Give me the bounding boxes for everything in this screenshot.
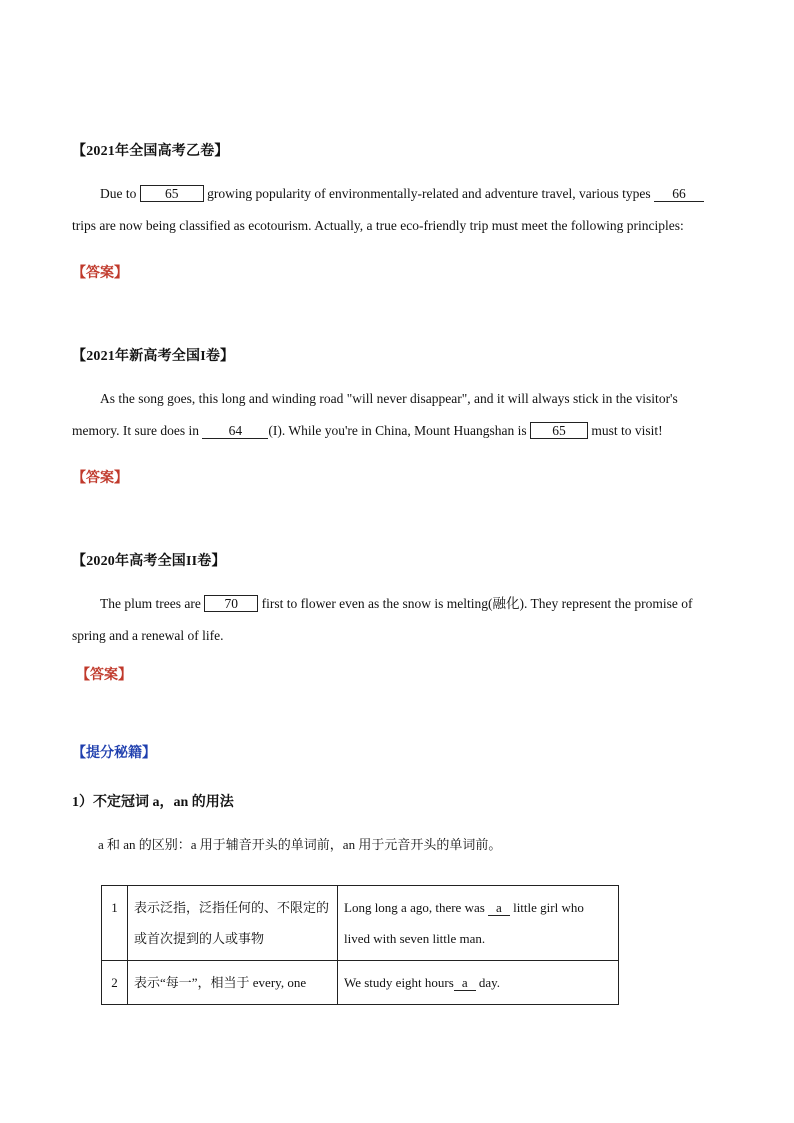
section-heading-articles: 1）不定冠词 a，an 的用法 — [72, 795, 234, 810]
usage-table — [101, 885, 619, 1005]
q1-line2: trips are now being classified as ecotourism. Actually, a true eco-friendly trip must meet the following principles: — [72, 218, 684, 233]
source-title-2020-ii: 【2020年高考全国II卷】 — [72, 554, 226, 569]
q1-line1 — [100, 185, 704, 203]
blank-65[interactable]: 65 — [140, 185, 204, 202]
tips-intro: a 和 an 的区别：a 用于辅音开头的单词前，an 用于元音开头的单词前。 — [98, 837, 502, 852]
blank-64[interactable]: 64 — [202, 423, 268, 439]
tips-title: 【提分秘籍】 — [72, 746, 156, 761]
blank-65b[interactable]: 65 — [530, 422, 588, 439]
example-text-post: little girl who lived with seven little man. — [344, 900, 584, 946]
q2-line2 — [72, 422, 663, 440]
example-blank: a — [454, 975, 476, 991]
q3-text-2: first to flower even as the snow is melting(融化). They represent the promise of — [258, 596, 693, 611]
example-cell — [338, 886, 619, 961]
row-number: 2 — [102, 961, 128, 1005]
q2-text-2: (I). While you're in China, Mount Huangshan is — [268, 423, 531, 438]
example-text-pre: Long long a ago, there was — [344, 900, 489, 915]
q3-line2: spring and a renewal of life. — [72, 628, 224, 643]
example-text-post: day. — [475, 975, 501, 990]
table-row — [102, 961, 619, 1005]
blank-70[interactable]: 70 — [204, 595, 258, 612]
answer-label: 【答案】 — [76, 668, 132, 683]
usage-cell: 表示泛指，泛指任何的、不限定的或首次提到的人或事物 — [128, 886, 338, 961]
answer-label: 【答案】 — [72, 471, 128, 486]
example-blank: a — [488, 900, 510, 916]
q2-text-1: memory. It sure does in — [72, 423, 203, 438]
q3-line1 — [100, 595, 692, 613]
answer-label: 【答案】 — [72, 266, 128, 281]
source-title-2021-b: 【2021年全国高考乙卷】 — [72, 144, 229, 159]
example-text-pre: We study eight hours — [344, 975, 454, 990]
q2-line1: As the song goes, this long and winding road "will never disappear", and it will always stick in the visitor's — [100, 391, 678, 406]
q3-text-1: The plum trees are — [100, 596, 205, 611]
usage-table-grid — [101, 885, 619, 1005]
example-cell — [338, 961, 619, 1005]
source-title-2021-new-i: 【2021年新高考全国I卷】 — [72, 349, 235, 364]
q2-text-3: must to visit! — [588, 423, 663, 438]
table-row — [102, 886, 619, 961]
usage-cell: 表示“每一”，相当于 every, one — [128, 961, 338, 1005]
q1-text-2: growing popularity of environmentally-related and adventure travel, various types — [203, 186, 654, 201]
row-number: 1 — [102, 886, 128, 961]
q1-text-1: Due to — [100, 186, 140, 201]
blank-66[interactable]: 66 — [654, 186, 704, 202]
